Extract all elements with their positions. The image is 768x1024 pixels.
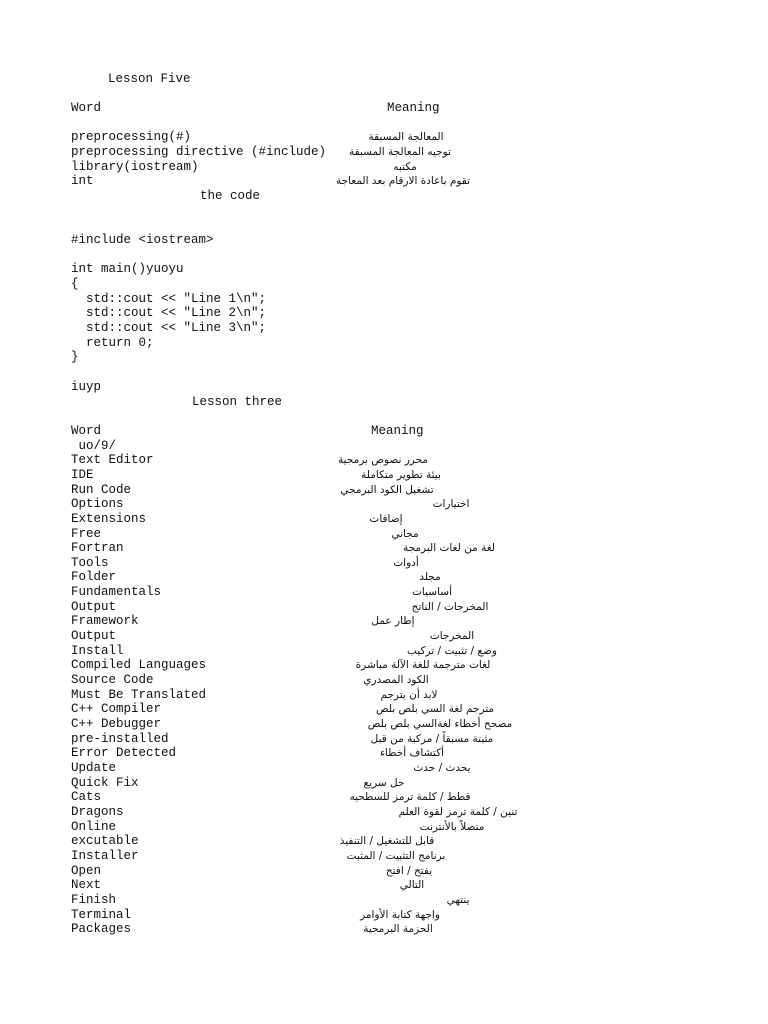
term-word: Options [71,497,124,511]
term-word: Tools [71,556,109,570]
term-meaning: التالي [399,879,425,891]
term-row [0,160,768,175]
lesson-five-title: Lesson Five [108,72,191,86]
term-row [0,717,768,732]
term-row [0,864,768,879]
term-word: Packages [71,922,132,936]
term-row [0,702,768,717]
term-meaning: مجلد [419,571,441,583]
term-meaning: مجاني [391,528,419,540]
term-meaning: توجيه المعالجة المسبقة [348,146,452,158]
column-header-word: Word [71,424,102,438]
term-word: Framework [71,614,139,628]
term-meaning: الكود المصدري [363,674,429,686]
term-row [0,527,768,542]
code-line [0,306,768,321]
code-line [0,262,768,277]
term-row [0,512,768,527]
term-word: Run Code [71,483,132,497]
term-word: Must Be Translated [71,688,207,702]
term-word: preprocessing directive (#include) [71,145,327,159]
term-row [0,908,768,923]
column-header-meaning: Meaning [371,424,424,438]
term-row [0,130,768,145]
term-row [0,673,768,688]
term-meaning: اختيارات [432,498,470,510]
term-row [0,453,768,468]
term-word: pre-installed [71,732,169,746]
lesson-three-note: uo/9/ [71,439,117,453]
code-title-line [0,189,768,204]
term-meaning: متصلاً بالأنترنت [419,821,485,833]
code-line-text: std::cout << "Line 1\n"; [71,292,267,306]
term-word: Source Code [71,673,154,687]
code-line [0,277,768,292]
lesson-three-title: Lesson three [192,395,283,409]
term-row [0,746,768,761]
term-word: int [71,174,94,188]
term-word: Error Detected [71,746,177,760]
term-meaning: بيئة تطوير متكاملة [361,469,441,481]
term-meaning: ينتهي [446,894,470,906]
term-word: Text Editor [71,453,154,467]
code-line-text: std::cout << "Line 3\n"; [71,321,267,335]
term-word: Fortran [71,541,124,555]
term-word: Folder [71,570,117,584]
term-meaning: تنين / كلمة ترمز لقوة العلم [398,806,518,818]
term-word: excutable [71,834,139,848]
term-word: Online [71,820,117,834]
term-meaning: واجهة كتابة الأوامر [360,909,440,921]
term-meaning: حل سريع [363,777,405,789]
term-word: Dragons [71,805,124,819]
term-meaning: المخرجات / الناتج [411,601,489,613]
term-meaning: قابل للتشغيل / التنفيذ [339,835,435,847]
term-word: Installer [71,849,139,863]
code-line [0,350,768,365]
column-header-word: Word [71,101,102,115]
term-row [0,614,768,629]
term-word: Cats [71,790,102,804]
term-word: preprocessing(#) [71,130,192,144]
code-line [0,380,768,395]
term-word: C++ Compiler [71,702,162,716]
code-title: the code [200,189,261,203]
term-row [0,556,768,571]
term-row [0,761,768,776]
term-row [0,174,768,189]
code-line [0,233,768,248]
term-word: Compiled Languages [71,658,207,672]
term-row [0,849,768,864]
lesson-three-header [0,424,768,439]
term-word: Extensions [71,512,147,526]
term-row [0,776,768,791]
code-line-text: } [71,350,79,364]
code-line-text: #include <iostream> [71,233,214,247]
term-meaning: مترجم لغة السي بلص بلص [375,703,495,715]
lesson-three-note-line [0,439,768,454]
code-line-text: std::cout << "Line 2\n"; [71,306,267,320]
term-meaning: محرر نصوص برمجية [337,454,429,466]
term-row [0,483,768,498]
term-row [0,688,768,703]
code-line-text: int main()yuoyu [71,262,184,276]
term-meaning: المعالجة المسبقة [368,131,444,143]
term-row [0,145,768,160]
term-word: Output [71,600,117,614]
term-word: Finish [71,893,117,907]
term-word: Update [71,761,117,775]
term-word: Install [71,644,124,658]
term-word: Free [71,527,102,541]
term-meaning: أساسيات [412,586,452,598]
code-line [0,292,768,307]
term-meaning: تشغيل الكود البرمجي [340,484,434,496]
term-meaning: مكتبه [393,161,417,173]
term-meaning: يفتح / افتح [385,865,433,877]
term-word: Next [71,878,102,892]
term-row [0,790,768,805]
term-meaning: لابد أن يترجم [380,689,438,701]
lesson-five-header [0,101,768,116]
term-row [0,805,768,820]
term-word: library(iostream) [71,160,199,174]
term-word: Quick Fix [71,776,139,790]
term-meaning: إضافات [369,513,403,525]
term-row [0,600,768,615]
term-meaning: إطار عمل [371,615,415,627]
code-line-text: return 0; [71,336,154,350]
term-row [0,468,768,483]
term-row [0,834,768,849]
term-meaning: مصحح أخطاء لغةالسي بلص بلص [367,718,513,730]
term-meaning: الحزمة البرمجية [363,923,433,935]
term-row [0,644,768,659]
term-row [0,732,768,747]
term-meaning: مثبتة مسبقاً / مركبة من قبل [370,733,494,745]
column-header-meaning: Meaning [387,101,440,115]
term-meaning: قطط / كلمة ترمز للسطحيه [349,791,471,803]
term-meaning: لغة من لغات البرمجة [403,542,495,554]
lesson-five-title-line [0,72,768,87]
term-meaning: لغات مترجمة للغة الآلة مباشرة [355,659,491,671]
code-line [0,336,768,351]
term-row [0,570,768,585]
code-line [0,321,768,336]
term-word: Fundamentals [71,585,162,599]
term-row [0,878,768,893]
term-row [0,629,768,644]
term-word: C++ Debugger [71,717,162,731]
term-row [0,893,768,908]
term-meaning: تقوم باعادة الارقام بعد المعاجة [335,175,471,187]
term-row [0,658,768,673]
term-meaning: برنامج التثبيت / المثبت [346,850,446,862]
term-meaning: وضع / تثبيت / تركيب [407,645,497,657]
term-row [0,541,768,556]
term-meaning: يحدث / حدث [413,762,471,774]
code-line-text: iuyp [71,380,102,394]
term-meaning: أدوات [393,557,419,569]
term-word: Output [71,629,117,643]
term-row [0,585,768,600]
code-line-text: { [71,277,79,291]
lesson-three-title-line [0,395,768,410]
term-word: Open [71,864,102,878]
term-row [0,497,768,512]
term-meaning: أكتشاف أخطاء [379,747,445,759]
term-meaning: المخرجات [429,630,475,642]
term-word: IDE [71,468,94,482]
term-row [0,922,768,937]
term-word: Terminal [71,908,132,922]
term-row [0,820,768,835]
